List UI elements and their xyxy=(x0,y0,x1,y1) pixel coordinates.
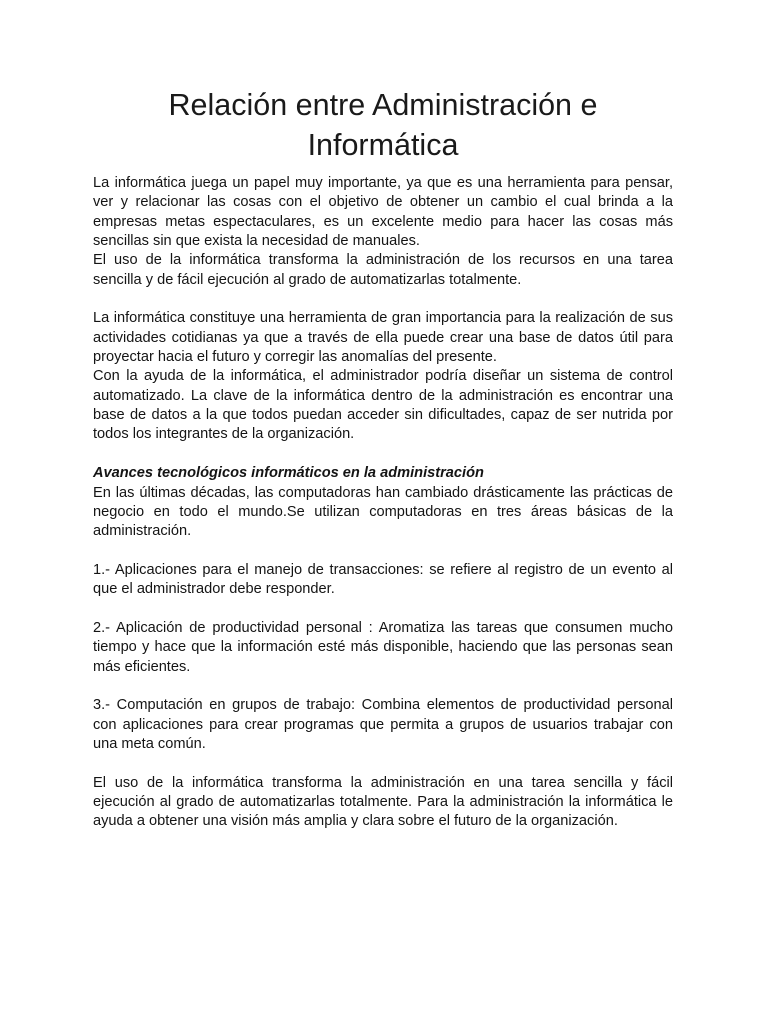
paragraph-spacer xyxy=(93,754,673,773)
paragraph-spacer xyxy=(93,542,673,561)
paragraph: La informática constituye una herramienta de gran importancia para la realización de sus actividades cotidianas ya que a través de ella puede crear una base de datos útil para proyectar hacia el futuro y corregir las anomalías del presente. xyxy=(93,310,673,366)
paragraph: El uso de la informática transforma la administración de los recursos en una tarea sencilla y de fácil ejecución al grado de automatizarlas totalmente. xyxy=(93,252,673,288)
paragraph-spacer xyxy=(93,677,673,696)
list-item: 3.- Computación en grupos de trabajo: Combina elementos de productividad personal con aplicaciones para crear programas que permita a grupos de usuarios trabajar con una meta común. xyxy=(93,697,673,752)
paragraph-spacer xyxy=(93,290,673,309)
list-item: 1.- Aplicaciones para el manejo de transacciones: se refiere al registro de un evento al que el administrador debe responder. xyxy=(93,561,673,598)
conclusion-paragraph: El uso de la informática transforma la administración en una tarea sencilla y fácil ejecución al grado de automatizarlas totalmente. Para la administración la informática le ayuda a obtener una visión más amplia y clara sobre el futuro de la organización. xyxy=(93,774,673,830)
paragraph: La informática juega un papel muy importante, ya que es una herramienta para pensar, ver y relacionar las cosas con el objetivo de obtener un cambio el cual brinda a la empresas metas espectaculares, es un excelente medio para hacer las cosas más sencillas sin que exista la necesidad de manuales. xyxy=(93,175,673,250)
section-heading: Avances tecnológicos informáticos en la administración xyxy=(93,465,484,482)
page-title: Relación entre Administración e Informática xyxy=(168,88,598,162)
paragraph-spacer xyxy=(93,600,673,619)
paragraph: Con la ayuda de la informática, el administrador podría diseñar un sistema de control automatizado. La clave de la informática dentro de la administración es encontrar una base de datos a la que todos puedan acceder sin dificultades, capaz de ser nutrida por todos los integrantes de la organización. xyxy=(93,368,673,443)
section-intro: En las últimas décadas, las computadoras han cambiado drásticamente las prácticas de negocio en todo el mundo.Se utilizan computadoras en tres áreas básicas de la administración. xyxy=(93,484,673,540)
list-item: 2.- Aplicación de productividad personal : Aromatiza las tareas que consumen mucho tiempo y hace que la información esté más disponible, haciendo que las personas sean más eficientes. xyxy=(93,619,673,675)
paragraph-spacer xyxy=(93,445,673,464)
document-body xyxy=(93,174,673,832)
